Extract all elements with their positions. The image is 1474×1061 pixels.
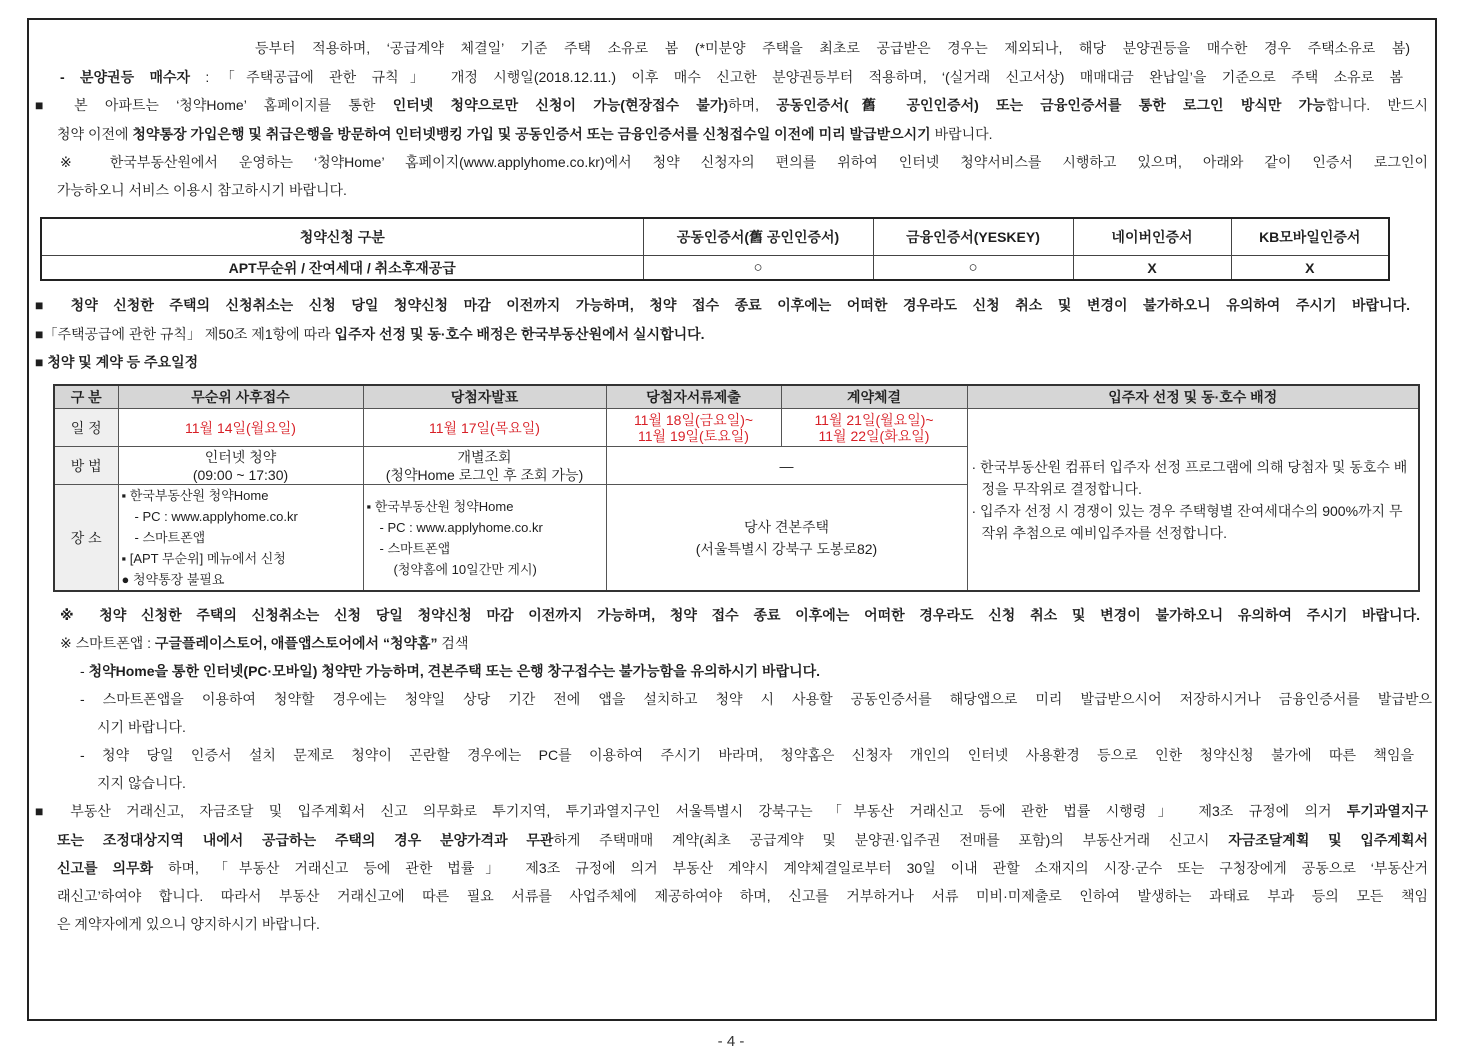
contract-date-start: 11월 21일(월요일)~ [814, 411, 934, 428]
certificate-issue-note: - 청약 당일 인증서 설치 문제로 청약이 곤란할 경우에는 PC를 이용하여 주시기 바라며, 청약홈은 신청자 개인의 인터넷 사용환경 등으로 인한 청약신청 불가에 따른 책임을 [80, 747, 1414, 763]
online-notice-cont-bold: 청약통장 가입은행 및 취급은행을 방문하여 인터넷뱅킹 가입 및 공동인증서 또는 금융인증서를 신청접수일 이전에 미리 발급받으시기 [132, 126, 931, 142]
online-notice-seg-2: 하며, [728, 97, 777, 113]
real-estate-report-line-4: 래신고’하여야 합니다. 따라서 부동산 거래신고에 따른 필요 서류를 사업주체에 제공하여야 하며, 신고를 거부하거나 서류 미비·미제출로 인하여 발생하는 과태료 부과 등의 모든 책임 [57, 888, 1428, 904]
schedule-table [53, 384, 1420, 592]
model-house-name: 당사 견본주택 [743, 518, 830, 535]
smartphone-app-label: ※ 스마트폰앱 : [60, 635, 155, 651]
report-bold-3: 자금조달계획 및 입주계획서 [1228, 832, 1428, 848]
smartphone-cert-note-cont: 시기 바랍니다. [97, 719, 186, 735]
report-seg-2: 하게 주택매매 계약(최초 공급계약 및 분양권·입주권 전매를 포함)의 부동산거래 신고시 [553, 832, 1229, 848]
model-house-address: (서울특별시 강북구 도봉로82) [695, 540, 878, 557]
online-application-notice-cont [57, 124, 1417, 144]
cancellation-notice: ■ 청약 신청한 주택의 신청취소는 신청 당일 청약신청 마감 이전까지 가능하며, 청약 접수 종료 이후에는 어떠한 경우라도 신청 취소 및 변경이 불가하오니 유의하여 주시기 바랍니다. [35, 297, 1410, 313]
cert-header-joint: 공동인증서(舊 공인인증서) [643, 218, 873, 256]
ownership-rule-continuation: 등부터 적용하며, ‘공급계약 체결일’ 기준 주택 소유로 봄 (*미분양 주택을 최초로 공급받은 경우는 제외되나, 해당 분양권등을 매수한 경우 주택소유로 봄) [255, 40, 1410, 56]
schedule-header-documents: 당첨자서류제출 [606, 385, 781, 409]
application-method-hours: (09:00 ~ 17:30) [192, 466, 289, 483]
report-seg-3: 하며, 「부동산 거래신고 등에 관한 법률」 제3조 규정에 의거 부동산 계약시 계약체결일로부터 30일 이내 관할 소재지의 시장·군수 또는 구청장에게 공동으로 ‘부동산거 [153, 860, 1428, 876]
smartphone-app-search: 검색 [437, 635, 469, 651]
cert-row-category: APT무순위 / 잔여세대 / 취소후재공급 [41, 256, 643, 281]
application-place-line: ▪ 한국부동산원 청약Home [121, 488, 269, 503]
schedule-header-category: 구 분 [54, 385, 118, 409]
report-seg-1: ■ 부동산 거래신고, 자금조달 및 입주계획서 신고 의무화로 투기지역, 투기과열지구인 서울특별시 강북구는 「부동산 거래신고 등에 관한 법률 시행령」 제3조 규정에 의거 [35, 803, 1347, 819]
cert-header-financial: 금융인증서(YESKEY) [873, 218, 1073, 256]
real-estate-report-line-2 [57, 830, 1428, 850]
application-place [118, 485, 363, 592]
announcement-method [363, 447, 606, 485]
cert-row-naver: X [1073, 256, 1231, 281]
application-method-line: 인터넷 청약 [204, 448, 277, 465]
cert-table-row [41, 256, 1389, 281]
report-bold-4: 신고를 의무화 [57, 860, 154, 876]
real-estate-report-line-3 [57, 858, 1428, 878]
assignment-notice [35, 324, 1035, 344]
documents-date-start: 11월 18일(금요일)~ [633, 411, 754, 428]
cert-header-kb: KB모바일인증서 [1231, 218, 1389, 256]
application-place-line: ▪ [APT 무순위] 메뉴에서 신청 [121, 551, 286, 566]
presale-buyer-label: - 분양권등 매수자 [60, 69, 191, 85]
report-bold-1: 투기과열지구 [1346, 803, 1428, 819]
page-number: - 4 - [717, 1033, 745, 1050]
assignment-item: · 한국부동산원 컴퓨터 입주자 선정 프로그램에 의해 당첨자 및 동호수 배정을 무작위로 결정합니다. [971, 458, 1408, 497]
application-date: 11월 14일(월요일) [118, 409, 363, 447]
online-notice-cont-seg-2: 바랍니다. [930, 126, 993, 142]
presale-buyer-rule [60, 67, 1403, 87]
schedule-header-row [54, 385, 1419, 409]
announcement-place-line: - PC : www.applyhome.co.kr [379, 519, 543, 535]
online-notice-bold-1: 인터넷 청약으로만 신청이 가능(현장접수 불가) [392, 97, 729, 113]
smartphone-app-note [60, 633, 860, 653]
announcement-place [363, 485, 606, 592]
online-only-text: 청약Home을 통한 인터넷(PC·모바일) 청약만 가능하며, 견본주택 또는 은행 창구접수는 불가능함을 유의하시기 바랍니다. [88, 663, 821, 679]
announcement-date: 11월 17일(목요일) [363, 409, 606, 447]
assignment-notice-seg: ■「주택공급에 관한 규칙」 제50조 제1항에 따라 [35, 326, 335, 342]
cert-row-kb: X [1231, 256, 1389, 281]
application-place-line: - 스마트폰앱 [134, 530, 206, 545]
online-only-note [80, 661, 1280, 681]
date-row-label: 일 정 [54, 409, 118, 447]
online-notice-bold-2: 공동인증서(舊 공인인증서) 또는 금융인증서를 통한 로그인 방식만 가능 [776, 97, 1326, 113]
announcement-place-line: - 스마트폰앱 [379, 540, 451, 556]
announcement-place-line: ▪ 한국부동산원 청약Home [366, 498, 514, 514]
online-only-dash: - [80, 663, 89, 679]
smartphone-app-stores: 구글플레이스토어, 애플앱스토어에서 “청약홈” [154, 635, 438, 651]
schedule-header-assignment: 입주자 선정 및 동·호수 배정 [967, 385, 1419, 409]
cert-header-naver: 네이버인증서 [1073, 218, 1231, 256]
application-place-line: ● 청약통장 불필요 [121, 572, 225, 587]
schedule-date-row [54, 409, 1419, 447]
cert-table [40, 217, 1390, 281]
documents-date-end: 11월 19일(토요일) [638, 427, 749, 444]
assignment-notice-bold: 입주자 선정 및 동·호수 배정은 한국부동산원에서 실시합니다. [334, 326, 705, 342]
contract-date [781, 409, 967, 447]
smartphone-cert-note: - 스마트폰앱을 이용하여 청약할 경우에는 청약일 상당 기간 전에 앱을 설치하고 청약 시 사용할 공동인증서를 해당앱으로 미리 발급받으시어 저장하시거나 금융인증서를 발급받으 [80, 691, 1432, 707]
contract-date-end: 11월 22일(화요일) [818, 427, 930, 444]
cert-table-header-row [41, 218, 1389, 256]
application-method [118, 447, 363, 485]
schedule-heading: ■ 청약 및 계약 등 주요일정 [35, 354, 199, 370]
cert-row-financial: ○ [873, 256, 1073, 281]
model-house-place [606, 485, 967, 592]
documents-contract-method: — [606, 447, 967, 485]
certificate-issue-note-cont: 지지 않습니다. [97, 775, 186, 791]
cancellation-note: ※ 청약 신청한 주택의 신청취소는 신청 당일 청약신청 마감 이전까지 가능하며, 청약 접수 종료 이후에는 어떠한 경우라도 신청 취소 및 변경이 불가하오니 유의하여 주시기 바랍니다. [60, 607, 1420, 623]
report-bold-2: 또는 조정대상지역 내에서 공급하는 주택의 경우 분양가격과 무관 [57, 832, 554, 848]
documents-date [606, 409, 781, 447]
real-estate-report-line-5: 은 계약자에게 있으니 양지하시기 바랍니다. [57, 916, 320, 932]
method-row-label: 방 법 [54, 447, 118, 485]
online-notice-seg-3: 합니다. 반드시 [1325, 97, 1428, 113]
schedule-header-application: 무순위 사후접수 [118, 385, 363, 409]
presale-buyer-text: :「주택공급에 관한 규칙」 개정 시행일(2018.12.11.) 이후 매수 신고한 분양권등부터 적용하며, ‘(실거래 신고서상) 매매대금 완납일’을 기준으로 주택 소유로 봄 [190, 69, 1404, 85]
schedule-header-contract: 계약체결 [781, 385, 967, 409]
online-notice-seg-1: ■ 본 아파트는 ‘청약Home’ 홈페이지를 통한 [35, 97, 393, 113]
cert-header-category: 청약신청 구분 [41, 218, 643, 256]
application-place-line: - PC : www.applyhome.co.kr [134, 509, 298, 524]
online-notice-cont-seg-1: 청약 이전에 [57, 126, 133, 142]
applyhome-service-note: ※ 한국부동산원에서 운영하는 ‘청약Home’ 홈페이지(www.applyhome.co.kr)에서 청약 신청자의 편의를 위하여 인터넷 청약서비스를 시행하고 있으며, 아래와 같이 인증서 로그인이 [60, 154, 1428, 170]
assignment-description [967, 409, 1419, 592]
applyhome-service-note-cont: 가능하오니 서비스 이용시 참고하시기 바랍니다. [57, 182, 347, 198]
place-row-label: 장 소 [54, 485, 118, 592]
announcement-place-line: (청약홈에 10일간만 게시) [393, 561, 537, 577]
cert-row-joint: ○ [643, 256, 873, 281]
real-estate-report-notice [35, 801, 1428, 821]
schedule-header-announcement: 당첨자발표 [363, 385, 606, 409]
announcement-method-line: 개별조회 [457, 448, 512, 465]
assignment-item: · 입주자 선정 시 경쟁이 있는 경우 주택형별 잔여세대수의 900%까지 무작위 추첨으로 예비입주자를 선정합니다. [971, 502, 1403, 541]
online-application-notice [35, 95, 1428, 115]
announcement-method-detail: (청약Home 로그인 후 조회 가능) [385, 466, 584, 483]
